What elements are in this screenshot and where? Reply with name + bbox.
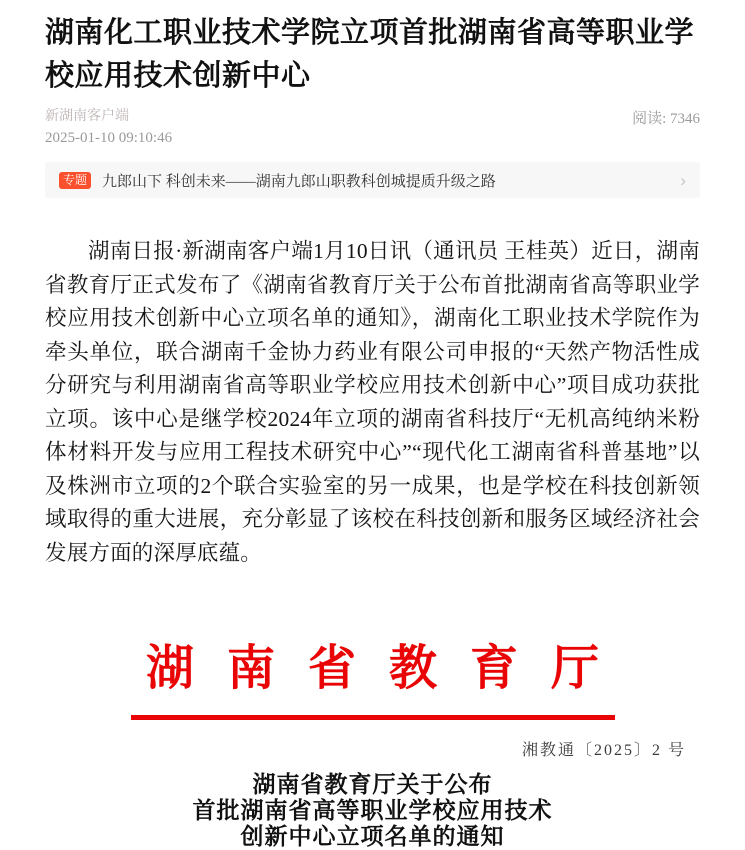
topic-badge: 专题 bbox=[59, 172, 91, 189]
article-meta bbox=[45, 107, 700, 149]
article-content bbox=[45, 0, 700, 850]
article-paragraph: 湖南日报·新湖南客户端1月10日讯（通讯员 王桂英）近日，湖南省教育厅正式发布了《湖南省教育厅关于公布首批湖南省高等职业学校应用技术创新中心立项名单的通知》，湖南化工职业技术学院作为牵头单位，联合湖南千金协力药业有限公司申报的“天然产物活性成分研究与利用湖南省高等职业学校应用技术创新中心”项目成功获批立项。该中心是继学校2024年立项的湖南省科技厅“无机高纯纳米粉体材料开发与应用工程技术研究中心”“现代化工湖南省科普基地”以及株洲市立项的2个联合实验室的另一成果，也是学校在科技创新领域取得的重大进展，充分彰显了该校在科技创新和服务区域经济社会发展方面的深厚底蕴。 bbox=[45, 239, 700, 565]
document-title-line-2: 首批湖南省高等职业学校应用技术 bbox=[192, 798, 553, 823]
meta-left bbox=[45, 107, 172, 149]
article-source: 新湖南客户端 bbox=[45, 109, 129, 124]
agency-name: 湖南省教育厅 bbox=[145, 642, 632, 695]
chevron-right-icon: › bbox=[680, 170, 686, 190]
document-title-line-1: 湖南省教育厅关于公布 bbox=[252, 772, 493, 797]
article-datetime: 2025-01-10 09:10:46 bbox=[45, 130, 173, 146]
document-title-line-3: 创新中心立项名单的通知 bbox=[240, 824, 505, 849]
official-letterhead-image bbox=[45, 640, 700, 850]
read-count: 阅读: 7346 bbox=[632, 111, 700, 127]
topic-link-text: 九郎山下 科创未来——湖南九郎山职教科创城提质升级之路 bbox=[102, 173, 496, 190]
letterhead-red-rule bbox=[131, 715, 615, 720]
document-number: 湘教通〔2025〕2 号 bbox=[521, 742, 686, 759]
document-title bbox=[45, 772, 700, 850]
topic-link-bar[interactable] bbox=[45, 162, 700, 198]
article-title: 湖南化工职业技术学院立项首批湖南省高等职业学校应用技术创新中心 bbox=[45, 17, 695, 92]
